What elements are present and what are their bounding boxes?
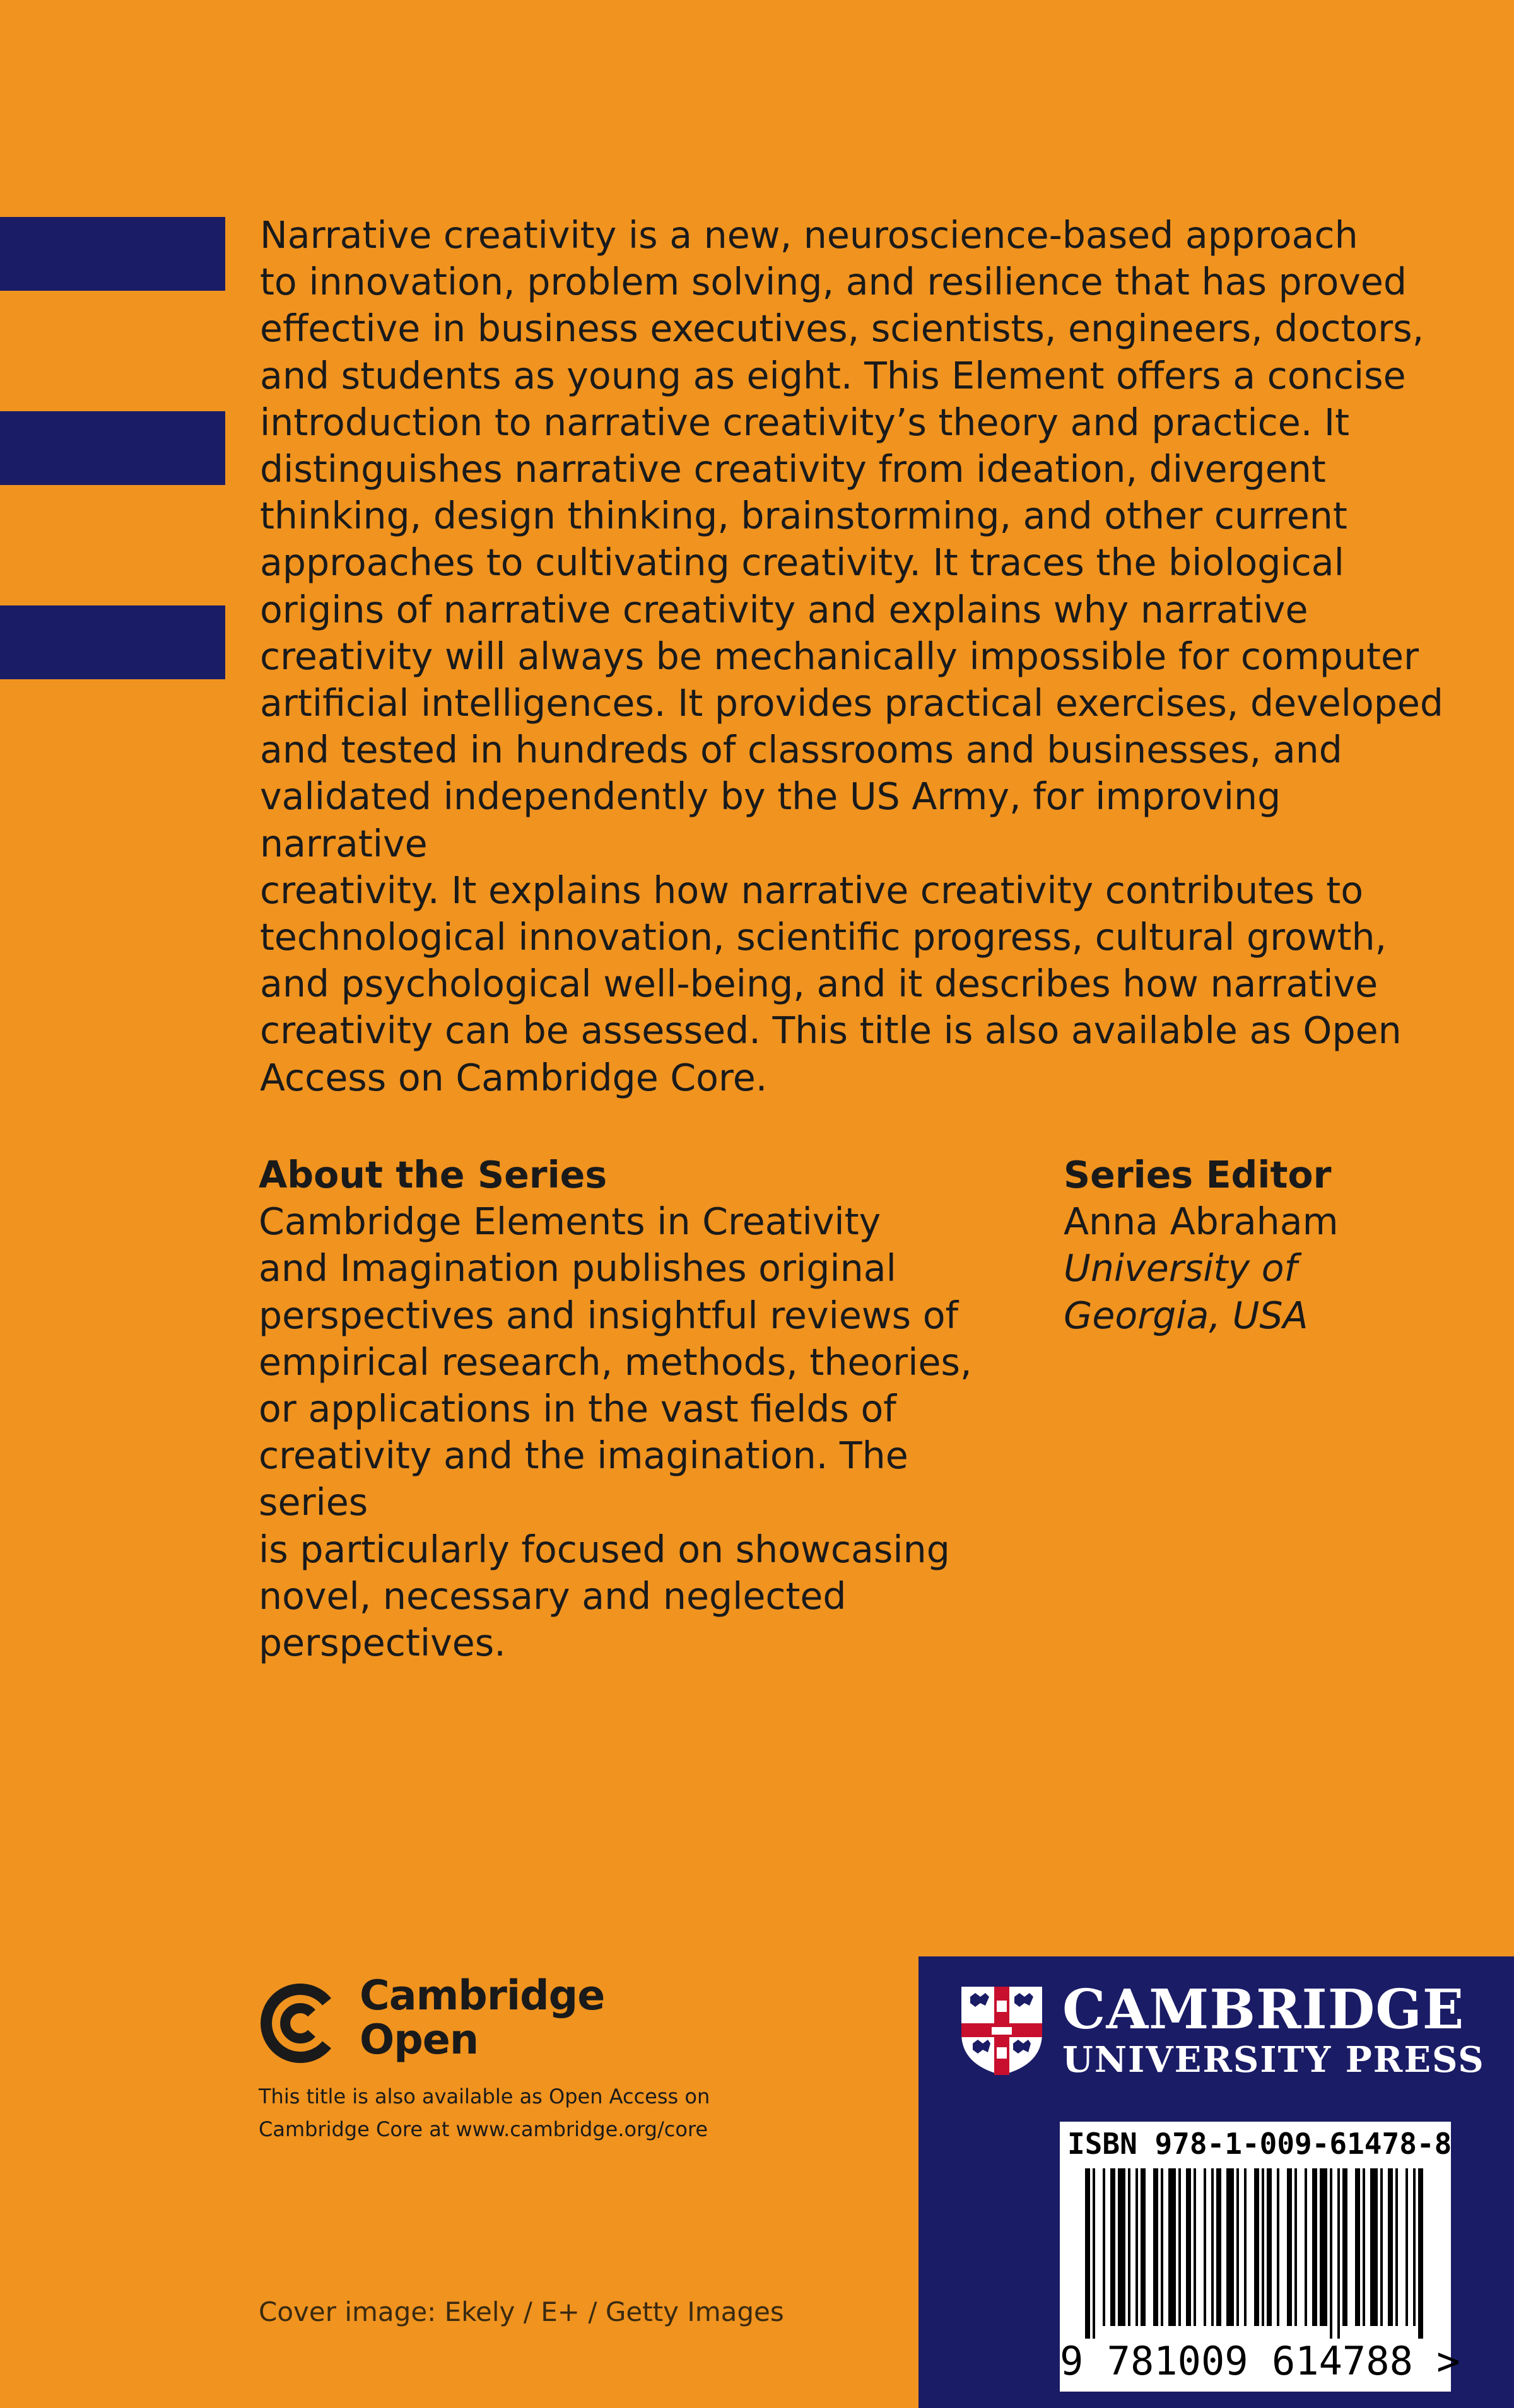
- barcode-bar: [1388, 2168, 1393, 2326]
- barcode-bar: [1267, 2168, 1272, 2326]
- decorative-stripe-1: [0, 217, 225, 291]
- open-access-note: This title is also available as Open Access on Cambridge Core at www.cambridge.org/core: [259, 2084, 710, 2141]
- barcode-bars: [1085, 2168, 1426, 2339]
- barcode-bar: [1254, 2168, 1259, 2326]
- barcode-bar: [1136, 2168, 1138, 2326]
- about-series-section: [259, 1152, 1028, 1666]
- barcode-bar: [1211, 2168, 1214, 2326]
- barcode-bar: [1418, 2168, 1423, 2339]
- barcode-bar: [1153, 2168, 1158, 2326]
- barcode-bar: [1380, 2168, 1383, 2326]
- cover-image-credit: Cover image: Ekely / E+ / Getty Images: [259, 2296, 784, 2327]
- barcode-bar: [1312, 2168, 1317, 2326]
- decorative-stripe-3: [0, 605, 225, 679]
- isbn-barcode: [1060, 2122, 1460, 2392]
- barcode-bar: [1178, 2168, 1181, 2326]
- barcode-bar: [1294, 2168, 1297, 2326]
- about-series-text: Cambridge Elements in Creativity and Imagination publishes original perspectives and insightful reviews of empirical research, methods, theories, or applications in the vast fields of creativity and the imagination. The series is particularly focused on showcasing novel, necessary and neglected perspectives.: [259, 1200, 972, 1665]
- barcode-bar: [1320, 2168, 1327, 2326]
- barcode-digits: 9 781009 614788 >: [1060, 2338, 1460, 2384]
- barcode-bar: [1363, 2168, 1365, 2326]
- barcode-bar: [1226, 2168, 1234, 2326]
- university-crest-icon: [958, 1983, 1046, 2078]
- barcode-bar: [1110, 2168, 1115, 2326]
- barcode-bar: [1413, 2168, 1416, 2326]
- series-editor-heading: Series Editor: [1064, 1154, 1332, 1196]
- publisher-panel: [918, 1956, 1514, 2408]
- barcode-bar: [1277, 2168, 1279, 2326]
- barcode-bar: [1085, 2168, 1090, 2339]
- publisher-name: [1062, 1980, 1485, 2080]
- series-editor-section: [1064, 1152, 1442, 1339]
- barcode-bar: [1093, 2168, 1095, 2339]
- cambridge-open-logo: [259, 1974, 700, 2069]
- barcode-bar: [1168, 2168, 1176, 2326]
- book-blurb: Narrative creativity is a new, neuroscience-based approach to innovation, problem solving, and resilience that has proved effective in business executives, scientists, engineers, doctors, and students as young as eight. This Element offers a concise introduction to narrative creativity’s theory and practice. It distinguishes narrative creativity from ideation, divergent thinking, design thinking, brainstorming, and other current approaches to cultivating creativity. It traces the biological origins of narrative creativity and explains why narrative creativity will always be mechanically impossible for computer artificial intelligences. It provides practical exercises, developed and tested in hundreds of classrooms and businesses, and validated independently by the US Army, for improving narrative creativity. It explains how narrative creativity contributes to technological innovation, scientific progress, cultural growth, and psychological well-being, and it describes how narrative creativity can be assessed. This title is also available as Open Access on Cambridge Core.: [260, 214, 1444, 1099]
- barcode-bar: [1236, 2168, 1239, 2326]
- publisher-name-line1: CAMBRIDGE: [1062, 1978, 1465, 2042]
- barcode-bar: [1216, 2168, 1221, 2326]
- barcode-bar: [1194, 2168, 1196, 2326]
- barcode-bar: [1342, 2168, 1347, 2326]
- barcode-bar: [1337, 2168, 1340, 2339]
- cambridge-open-icon: [259, 1983, 339, 2064]
- publisher-name-line2: UNIVERSITY PRESS: [1062, 2039, 1485, 2081]
- decorative-stripe-2: [0, 411, 225, 485]
- barcode-bar: [1395, 2168, 1398, 2326]
- barcode-bar: [1204, 2168, 1206, 2326]
- barcode-bar: [1287, 2168, 1292, 2326]
- series-editor-affiliation: University of Georgia, USA: [1064, 1247, 1308, 1337]
- barcode-bar: [1186, 2168, 1191, 2326]
- barcode-bar: [1305, 2168, 1307, 2326]
- cambridge-open-wordmark: Cambridge Open: [360, 1972, 605, 2064]
- barcode-bar: [1103, 2168, 1105, 2326]
- barcode-bar: [1161, 2168, 1163, 2326]
- barcode-bar: [1405, 2168, 1408, 2326]
- barcode-bar: [1370, 2168, 1378, 2326]
- barcode-bar: [1244, 2168, 1247, 2326]
- isbn-label: ISBN 978-1-009-61478-8: [1067, 2127, 1452, 2161]
- barcode-bar: [1128, 2168, 1130, 2326]
- series-editor-name: Anna Abraham: [1064, 1200, 1339, 1244]
- barcode-bar: [1330, 2168, 1332, 2339]
- barcode-bar: [1118, 2168, 1125, 2326]
- barcode-bar: [1141, 2168, 1146, 2326]
- barcode-bar: [1355, 2168, 1360, 2326]
- barcode-bar: [1262, 2168, 1264, 2326]
- about-series-heading: About the Series: [259, 1154, 607, 1196]
